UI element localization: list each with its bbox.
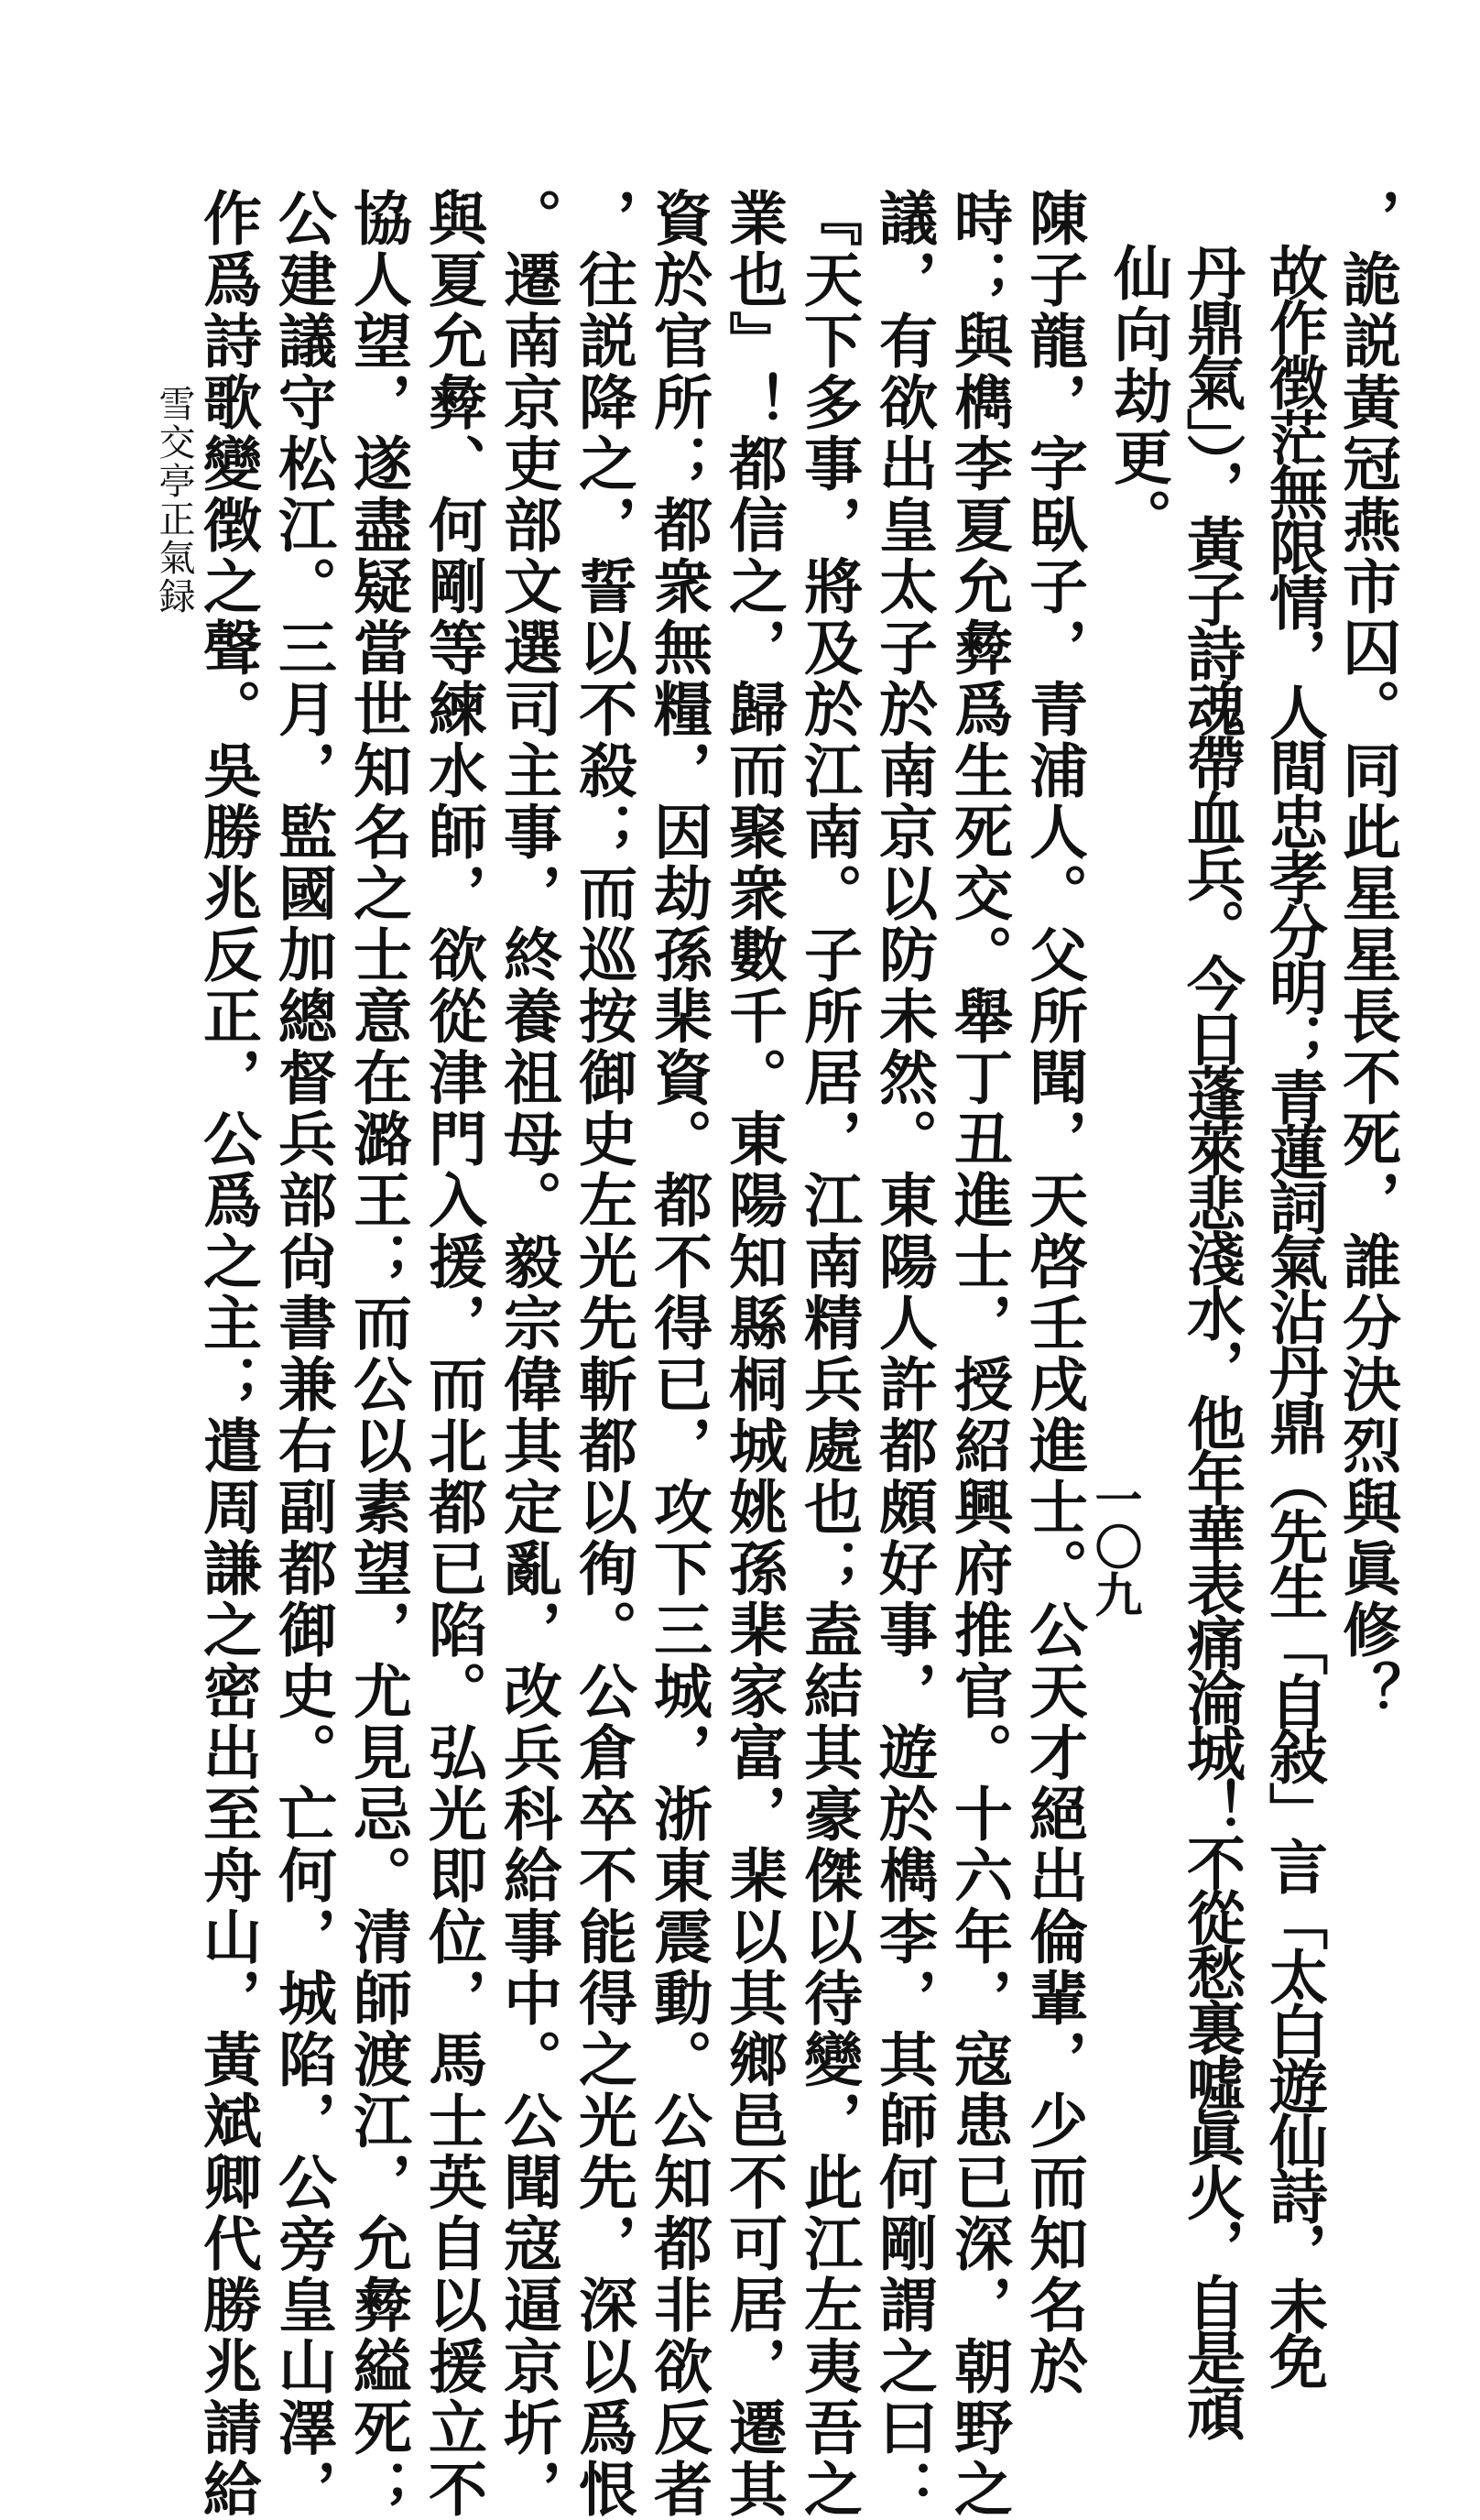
text-column-2: 故作徴茫無限情，人間忠孝分明；青蓮詞氣沾丹鼎（先生「自敍」言「太白遊仙詩，未免 bbox=[1259, 243, 1328, 2386]
text-column-5: 陳子龍，字臥子，青浦人。父所聞，天啓壬戌進士。公天才絕出倫輩，少而知名於 bbox=[1019, 188, 1088, 2397]
text-column-10: 資於官所；都衆無糧，因劫孫棐資。都不得已，攻下三城，浙東震動。公知都非欲反者 bbox=[644, 188, 713, 2520]
text-column-4: 仙向劫更。 bbox=[1104, 243, 1172, 550]
running-footer: 雪交亭正氣録 bbox=[153, 385, 195, 616]
page-number: 一〇九 bbox=[1086, 1475, 1142, 1618]
text-column-7: 議，有欲出皇太子於南京以防未然。東陽人許都頗好事，遊於檇李，其師何剛謂之曰： bbox=[869, 188, 938, 2520]
text-column-15: 公建議守松江。三月，監國加總督兵部尙書兼右副都御史。亡何，城陷，公旁皇山澤， bbox=[268, 188, 337, 2520]
text-column-12: 。遷南京吏部文選司主事，終養祖母。毅宗偉其定亂，改兵科給事中。公聞寇逼京圻， bbox=[494, 188, 562, 2520]
text-column-9: 業也』！都信之，歸而聚衆數千。東陽知縣桐城姚孫棐家富，棐以其鄉邑不可居，遷其 bbox=[719, 188, 788, 2520]
text-column-1: ，詭説黃冠燕市囚。同此星星長不死，誰分決烈與眞修？ bbox=[1333, 188, 1401, 1722]
text-column-14: 協人望，遂盡疑當世知名之士意在潞王；而公以素望，尤見忌。清師渡江，允彜縊死； bbox=[343, 188, 412, 2520]
text-column-6: 時；與檇李夏允彜爲生死交。舉丁丑進士，授紹興府推官。十六年，寇患已深，朝野之 bbox=[944, 188, 1013, 2520]
text-column-13: 與夏允彜、何剛等練水師，欲從津門入援，而北都已陷。弘光即位，馬士英自以援立不 bbox=[419, 188, 487, 2520]
text-column-11: ，往説降之，誓以不殺；而巡按御史左光先斬都以徇。公倉卒不能得之光先，深以爲恨 bbox=[569, 188, 637, 2520]
text-column-16: 作爲詩歌變徴之聲。吳勝兆反正，公爲之主；遣周謙之密出至舟山，黃斌卿代勝兆請給 bbox=[193, 188, 262, 2520]
text-column-3: 丹鼎氣」），黃子詩魂帶血兵。今日蓬萊悲淺水，他年華表痛淪城！不從愁裏噓眞火，自是頑 bbox=[1177, 243, 1246, 2438]
text-column-8: 『天下多事，將及於江南。子所居，江南精兵處也；盍結其豪傑以待變，此江左夷吾之 bbox=[794, 188, 863, 2520]
